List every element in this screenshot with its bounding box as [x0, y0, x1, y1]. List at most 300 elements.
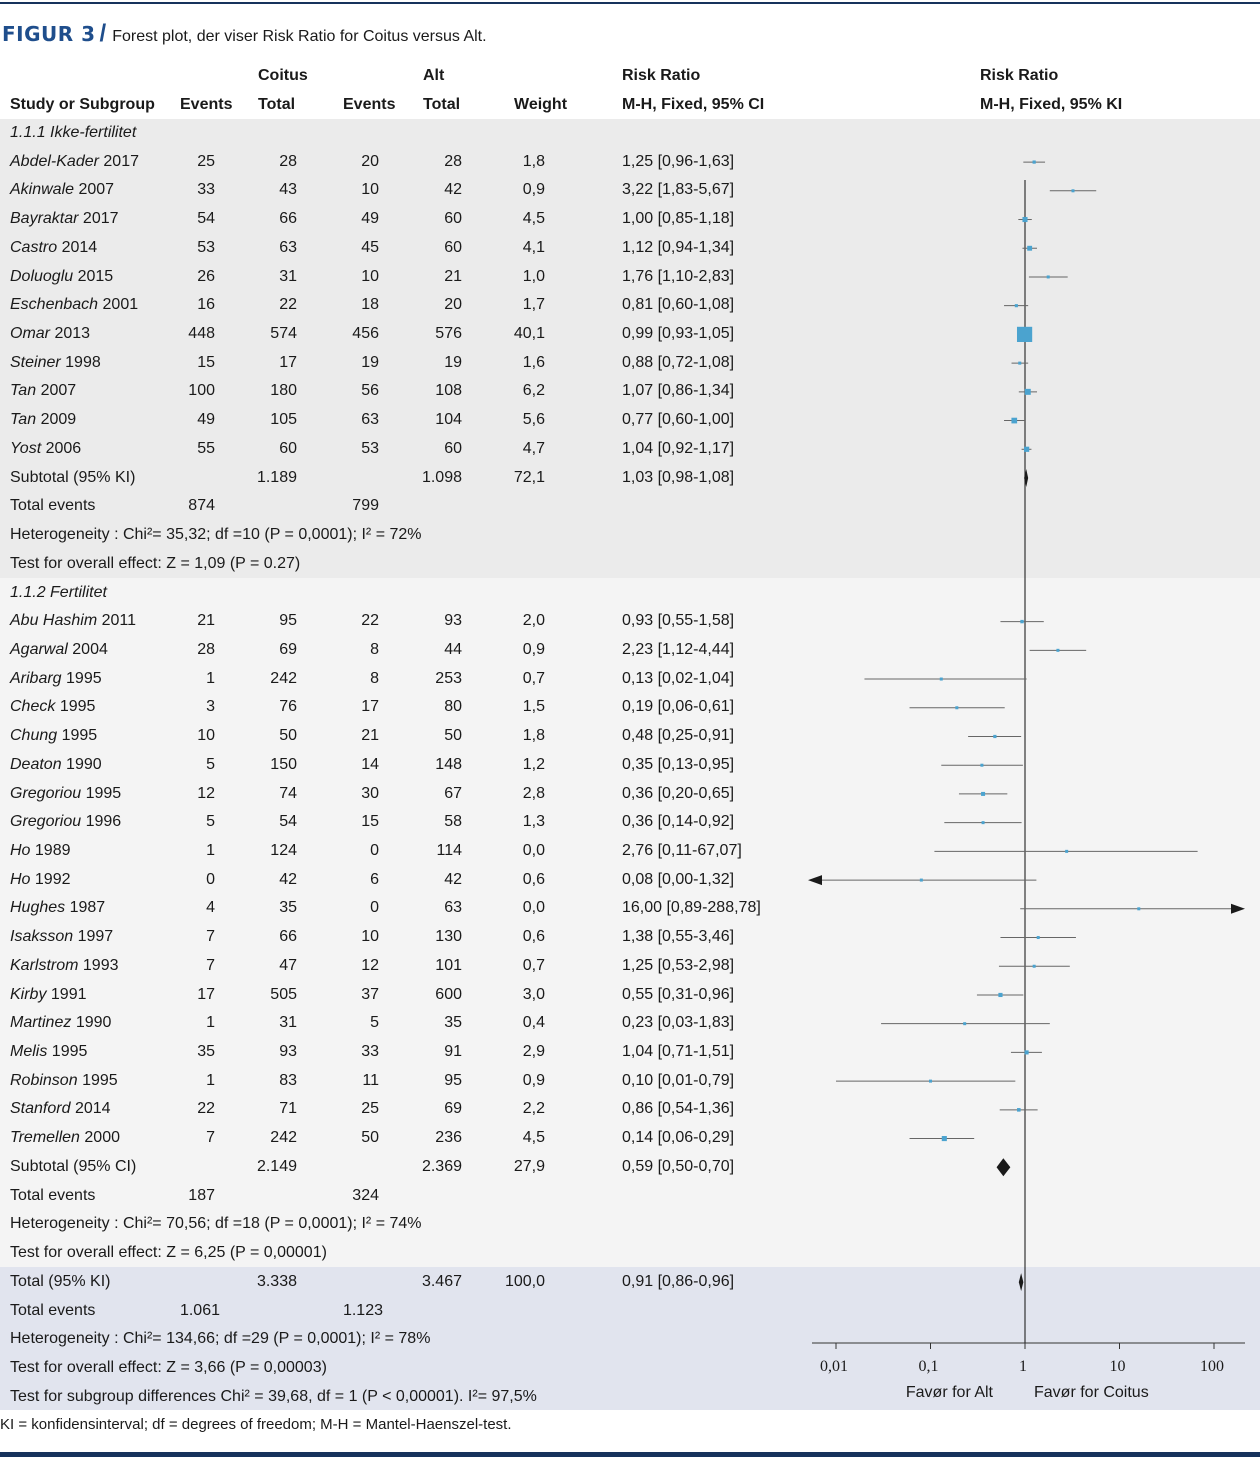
figure-caption: Forest plot, der viser Risk Ratio for Coitus versus Alt. [112, 28, 487, 45]
risk-ratio-ci-cell: 0,48 [0,25-0,91] [622, 727, 735, 745]
risk-ratio-ci-cell: 16,00 [0,89-288,78] [622, 899, 761, 917]
coitus-total-cell: 69 [279, 640, 297, 658]
study-author: Agarwal [10, 640, 68, 658]
table-row [0, 1009, 1260, 1038]
header-alt-group: Alt [423, 67, 445, 84]
coitus-events-cell: 35 [197, 1043, 215, 1061]
table-row [0, 722, 1260, 751]
risk-ratio-ci-cell: 0,10 [0,01-0,79] [622, 1071, 735, 1089]
coitus-events-cell: 448 [188, 325, 215, 343]
study-author: Tremellen [10, 1129, 80, 1147]
alt-total-cell: 69 [444, 1100, 462, 1118]
risk-ratio-ci-cell: 0,93 [0,55-1,58] [622, 612, 735, 630]
overall-total-events-label: Total events [10, 1301, 96, 1319]
coitus-events-cell: 15 [197, 353, 215, 371]
top-rule [0, 2, 1260, 4]
header-coitus-group: Coitus [258, 67, 308, 84]
alt-events-cell: 10 [361, 267, 379, 285]
study-author: Abdel-Kader [10, 152, 99, 170]
table-row [0, 981, 1260, 1010]
alt-total-cell: 28 [444, 152, 462, 170]
study-year: 1995 [61, 727, 98, 745]
alt-events-cell: 11 [362, 1071, 379, 1089]
risk-ratio-ci-cell: 2,76 [0,11-67,07] [622, 842, 742, 859]
alt-total-cell: 91 [444, 1043, 462, 1061]
study-author: Doluoglu [10, 267, 74, 285]
alt-total-cell: 60 [444, 439, 462, 457]
coitus-total-cell: 28 [279, 152, 297, 170]
table-row [0, 1124, 1260, 1153]
table-row [0, 894, 1260, 923]
alt-total-cell: 42 [444, 870, 462, 888]
alt-total-cell: 253 [435, 669, 462, 687]
alt-total-cell: 67 [444, 784, 462, 802]
study-year: 1996 [85, 813, 122, 831]
weight-cell: 0,7 [522, 956, 545, 974]
risk-ratio-ci-cell: 1,07 [0,86-1,34] [622, 382, 735, 400]
header-rr-method-left: M-H, Fixed, 95% CI [622, 96, 765, 113]
coitus-events-cell: 53 [197, 238, 215, 256]
alt-events-cell: 10 [361, 181, 379, 199]
total-events-row [0, 492, 1260, 521]
coitus-total-cell: 31 [279, 267, 297, 285]
study-author: Deaton [10, 755, 62, 773]
weight-cell: 6,2 [522, 382, 545, 400]
risk-ratio-ci-cell: 1,25 [0,96-1,63] [622, 152, 735, 170]
study-author: Castro [10, 238, 58, 256]
risk-ratio-ci-cell: 0,14 [0,06-0,29] [622, 1129, 735, 1147]
weight-cell: 4,5 [522, 210, 545, 228]
footnote: KI = konfidensinterval; df = degrees of freedom; M-H = Mantel-Haenszel-test. [0, 1416, 512, 1433]
risk-ratio-ci-cell: 1,04 [0,92-1,17] [622, 439, 735, 457]
alt-total-cell: 60 [444, 238, 462, 256]
coitus-total-cell: 83 [279, 1071, 297, 1089]
study-author: Stanford [10, 1100, 71, 1118]
study-year: 1995 [82, 1071, 118, 1089]
table-row [0, 263, 1260, 292]
coitus-events-cell: 12 [197, 784, 215, 802]
coitus-total-cell: 242 [270, 1129, 297, 1147]
x-tick-label: 0,1 [918, 1358, 939, 1375]
study-author: Chung [10, 727, 58, 745]
coitus-total-cell: 76 [279, 698, 297, 716]
study-year: 1993 [82, 956, 119, 974]
risk-ratio-ci-cell: 0,36 [0,20-0,65] [622, 784, 735, 802]
study-author: Omar [10, 325, 50, 343]
table-row [0, 693, 1260, 722]
coitus-events-cell: 7 [206, 928, 215, 946]
weight-cell: 0,9 [522, 640, 545, 658]
weight-cell: 1,8 [522, 727, 545, 745]
risk-ratio-ci-cell: 0,23 [0,03-1,83] [622, 1014, 735, 1032]
coitus-total-cell: 22 [279, 296, 297, 314]
coitus-total-cell: 74 [279, 784, 297, 802]
study-year: 1995 [51, 1043, 88, 1061]
subtotal-row [0, 464, 1260, 493]
table-row [0, 1038, 1260, 1067]
weight-cell: 5,6 [522, 411, 545, 429]
overall-total-events-alt: 1.123 [342, 1301, 383, 1319]
alt-events-cell: 15 [361, 813, 379, 831]
alt-total-cell: 80 [444, 698, 462, 716]
header-rr-group-left: Risk Ratio [622, 67, 701, 84]
alt-events-cell: 20 [361, 152, 379, 170]
x-tick-label: 1 [1019, 1358, 1027, 1375]
study-year: 2011 [101, 612, 137, 630]
weight-cell: 0,9 [522, 1071, 545, 1089]
coitus-events-cell: 0 [206, 870, 215, 888]
study-author: Tan [10, 382, 37, 400]
x-tick-label: 100 [1200, 1358, 1224, 1375]
alt-total-cell: 63 [444, 899, 462, 917]
overall-ci: 0,91 [0,86-0,96] [622, 1272, 735, 1290]
alt-events-cell: 5 [370, 1014, 379, 1032]
risk-ratio-ci-cell: 0,86 [0,54-1,36] [622, 1100, 735, 1118]
alt-events-cell: 6 [370, 870, 379, 888]
weight-cell: 1,7 [522, 296, 545, 314]
total-events-alt: 324 [352, 1186, 379, 1204]
alt-events-cell: 56 [361, 382, 379, 400]
bottom-rule [0, 1452, 1260, 1457]
weight-cell: 4,5 [522, 1129, 545, 1147]
study-author: Akinwale [10, 181, 75, 199]
coitus-events-cell: 5 [206, 813, 215, 831]
study-author: Karlstrom [10, 956, 79, 974]
study-author: Hughes [10, 899, 66, 917]
alt-events-cell: 30 [361, 784, 379, 802]
alt-events-cell: 19 [361, 353, 379, 371]
weight-cell: 1,3 [522, 813, 545, 831]
coitus-events-cell: 10 [197, 727, 215, 745]
risk-ratio-ci-cell: 0,99 [0,93-1,05] [622, 325, 735, 343]
subgroup-heading [0, 579, 1260, 608]
coitus-events-cell: 1 [206, 842, 215, 859]
weight-cell: 2,8 [522, 784, 545, 802]
coitus-events-cell: 21 [197, 612, 215, 630]
weight-cell: 4,1 [522, 238, 545, 256]
alt-total-cell: 44 [444, 640, 462, 658]
coitus-total-cell: 17 [279, 353, 297, 371]
study-author: Gregoriou [10, 813, 82, 831]
table-row [0, 435, 1260, 464]
weight-cell: 4,7 [522, 439, 545, 457]
total-events-label: Total events [10, 497, 96, 515]
study-author: Aribarg [10, 669, 62, 687]
table-row [0, 234, 1260, 263]
study-author: Robinson [10, 1071, 78, 1089]
coitus-total-cell: 50 [279, 727, 297, 745]
overall-heterogeneity-row [0, 1325, 1260, 1354]
alt-total-cell: 130 [435, 928, 462, 946]
alt-events-cell: 0 [370, 842, 379, 859]
overall-heterogeneity-text: Heterogeneity : Chi²= 134,66; df =29 (P = 0,0001); I² = 78% [10, 1330, 431, 1348]
header-weight: Weight [514, 96, 568, 113]
coitus-events-cell: 100 [188, 382, 215, 400]
study-year: 2013 [54, 325, 91, 343]
alt-events-cell: 10 [361, 928, 379, 946]
risk-ratio-ci-cell: 1,38 [0,55-3,46] [622, 928, 735, 946]
table-row [0, 406, 1260, 435]
coitus-total-cell: 105 [270, 411, 297, 429]
table-row [0, 377, 1260, 406]
alt-events-cell: 8 [370, 640, 379, 658]
study-author: Ho [10, 842, 31, 859]
coitus-events-cell: 55 [197, 439, 215, 457]
alt-total-cell: 101 [435, 956, 462, 974]
alt-events-cell: 45 [361, 238, 379, 256]
risk-ratio-ci-cell: 0,55 [0,31-0,96] [622, 985, 735, 1003]
weight-cell: 40,1 [513, 325, 545, 343]
alt-total-cell: 104 [435, 411, 462, 429]
subgroup-differences-text: Test for subgroup differences Chi² = 39,68, df = 1 (P < 0,00001). I²= 97,5% [10, 1387, 537, 1405]
alt-events-cell: 53 [361, 439, 379, 457]
subtotal-coitus-total: 2.149 [256, 1157, 297, 1175]
alt-events-cell: 0 [370, 899, 379, 917]
table-row [0, 349, 1260, 378]
risk-ratio-ci-cell: 0,88 [0,72-1,08] [622, 353, 735, 371]
alt-events-cell: 18 [361, 296, 379, 314]
coitus-total-cell: 63 [279, 238, 297, 256]
risk-ratio-ci-cell: 2,23 [1,12-4,44] [622, 640, 735, 658]
alt-total-cell: 60 [444, 210, 462, 228]
overall-effect-row [0, 1239, 1260, 1268]
study-year: 2017 [103, 152, 139, 170]
subtotal-label: Subtotal (95% CI) [10, 1157, 137, 1175]
alt-events-cell: 17 [361, 698, 379, 716]
figure-slash: / [99, 20, 107, 47]
overall-total-events-row [0, 1297, 1260, 1326]
study-year: 2007 [40, 382, 77, 400]
favours-right-label: Favør for Coitus [1034, 1384, 1149, 1401]
overall-total-row [0, 1268, 1260, 1297]
heterogeneity-text: Heterogeneity : Chi²= 70,56; df =18 (P = 0,0001); I² = 74% [10, 1215, 422, 1233]
header-coitus-events: Events [180, 96, 233, 113]
alt-events-cell: 8 [370, 669, 379, 687]
header-alt-events: Events [343, 96, 396, 113]
study-year: 2001 [102, 296, 139, 314]
alt-total-cell: 58 [444, 813, 462, 831]
table-row [0, 952, 1260, 981]
subgroup-name: 1.1.2 Fertilitet [10, 583, 107, 601]
table-row [0, 607, 1260, 636]
study-author: Melis [10, 1043, 48, 1061]
coitus-events-cell: 1 [206, 1071, 215, 1089]
coitus-events-cell: 33 [197, 181, 215, 199]
coitus-events-cell: 3 [206, 698, 215, 716]
table-row [0, 923, 1260, 952]
risk-ratio-ci-cell: 1,25 [0,53-2,98] [622, 956, 735, 974]
total-events-row [0, 1182, 1260, 1211]
weight-cell: 2,0 [522, 612, 545, 630]
alt-events-cell: 33 [361, 1043, 379, 1061]
overall-effect-total-text: Test for overall effect: Z = 3,66 (P = 0,00003) [10, 1358, 327, 1376]
coitus-total-cell: 60 [279, 439, 297, 457]
alt-total-cell: 50 [444, 727, 462, 745]
alt-total-cell: 108 [435, 382, 462, 400]
table-row [0, 1067, 1260, 1096]
alt-total-cell: 21 [444, 267, 462, 285]
figure-label: FIGUR 3 [2, 22, 96, 46]
alt-total-cell: 42 [444, 181, 462, 199]
risk-ratio-ci-cell: 0,13 [0,02-1,04] [622, 669, 735, 687]
table-row [0, 780, 1260, 809]
overall-effect-text: Test for overall effect: Z = 1,09 (P = 0.27) [10, 554, 301, 572]
table-row [0, 176, 1260, 205]
study-year: 2017 [82, 210, 119, 228]
study-author: Abu Hashim [10, 612, 98, 630]
overall-effect-text: Test for overall effect: Z = 6,25 (P = 0,00001) [10, 1244, 327, 1262]
study-author: Check [10, 698, 56, 716]
overall-effect-total-row [0, 1354, 1260, 1383]
figure-title [2, 20, 487, 48]
study-author: Bayraktar [10, 210, 79, 228]
alt-total-cell: 95 [444, 1071, 462, 1089]
subtotal-alt-total: 2.369 [421, 1157, 462, 1175]
study-year: 1995 [66, 669, 102, 687]
risk-ratio-ci-cell: 0,77 [0,60-1,00] [622, 411, 735, 429]
coitus-events-cell: 16 [197, 296, 215, 314]
weight-cell: 0,0 [522, 899, 545, 917]
subgroup-heading [0, 119, 1260, 148]
study-year: 2014 [74, 1100, 111, 1118]
table-row [0, 837, 1260, 866]
coitus-events-cell: 49 [197, 411, 215, 429]
weight-cell: 2,9 [522, 1043, 545, 1061]
header-study: Study or Subgroup [10, 96, 155, 113]
x-tick-label: 10 [1109, 1358, 1126, 1375]
subtotal-row [0, 1153, 1260, 1182]
alt-events-cell: 25 [361, 1100, 379, 1118]
coitus-total-cell: 66 [279, 210, 297, 228]
subgroup-differences-row [0, 1383, 1260, 1412]
coitus-total-cell: 42 [279, 870, 297, 888]
study-year: 1997 [77, 928, 114, 946]
coitus-events-cell: 28 [197, 640, 215, 658]
coitus-events-cell: 5 [206, 755, 215, 773]
total-events-alt: 799 [352, 497, 379, 515]
coitus-total-cell: 66 [279, 928, 297, 946]
risk-ratio-ci-cell: 0,35 [0,13-0,95] [622, 755, 735, 773]
table-row [0, 320, 1260, 349]
header-rr-group-right: Risk Ratio [980, 67, 1059, 84]
overall-alt-total: 3.467 [421, 1272, 462, 1290]
subtotal-coitus-total: 1.189 [256, 468, 297, 486]
risk-ratio-ci-cell: 1,00 [0,85-1,18] [622, 210, 735, 228]
coitus-events-cell: 17 [197, 985, 215, 1003]
study-year: 1991 [50, 985, 87, 1003]
subtotal-ci: 1,03 [0,98-1,08] [622, 468, 735, 486]
table-row [0, 205, 1260, 234]
coitus-total-cell: 93 [279, 1043, 297, 1061]
table-row [0, 751, 1260, 780]
table-row [0, 636, 1260, 665]
study-year: 1990 [66, 755, 102, 773]
coitus-total-cell: 242 [270, 669, 297, 687]
study-author: Yost [10, 439, 42, 457]
study-year: 1989 [34, 842, 71, 859]
weight-cell: 0,9 [522, 181, 545, 199]
study-year: 2004 [72, 640, 108, 658]
table-row [0, 808, 1260, 837]
coitus-total-cell: 180 [270, 382, 297, 400]
weight-cell: 1,8 [522, 152, 545, 170]
study-year: 1987 [69, 899, 106, 917]
alt-events-cell: 14 [361, 755, 379, 773]
coitus-events-cell: 7 [206, 1129, 215, 1147]
risk-ratio-ci-cell: 0,19 [0,06-0,61] [622, 698, 735, 716]
alt-total-cell: 576 [435, 325, 462, 343]
study-author: Gregoriou [10, 784, 82, 802]
weight-cell: 3,0 [522, 985, 545, 1003]
risk-ratio-ci-cell: 3,22 [1,83-5,67] [622, 181, 735, 199]
heterogeneity-row [0, 521, 1260, 550]
alt-events-cell: 12 [361, 956, 379, 974]
study-year: 1995 [85, 784, 122, 802]
subtotal-ci: 0,59 [0,50-0,70] [622, 1157, 735, 1175]
study-author: Steiner [10, 353, 61, 371]
study-author: Tan [10, 411, 37, 429]
alt-events-cell: 63 [361, 411, 379, 429]
coitus-total-cell: 54 [279, 813, 297, 831]
alt-total-cell: 600 [435, 985, 462, 1003]
overall-effect-row [0, 550, 1260, 579]
coitus-total-cell: 505 [270, 985, 297, 1003]
coitus-events-cell: 26 [197, 267, 215, 285]
coitus-total-cell: 31 [279, 1014, 297, 1032]
study-year: 2007 [78, 181, 115, 199]
table-row [0, 1095, 1260, 1124]
coitus-total-cell: 47 [279, 956, 297, 974]
total-events-coitus: 874 [188, 497, 215, 515]
heterogeneity-row [0, 1210, 1260, 1239]
study-author: Isaksson [10, 928, 74, 946]
risk-ratio-ci-cell: 1,04 [0,71-1,51] [622, 1043, 735, 1061]
coitus-events-cell: 54 [197, 210, 215, 228]
study-author: Kirby [10, 985, 47, 1003]
study-year: 2009 [40, 411, 77, 429]
alt-total-cell: 148 [435, 755, 462, 773]
study-year: 1998 [65, 353, 101, 371]
alt-events-cell: 456 [352, 325, 379, 343]
study-year: 1992 [34, 870, 71, 888]
coitus-total-cell: 150 [270, 755, 297, 773]
coitus-events-cell: 1 [206, 1014, 215, 1032]
alt-events-cell: 21 [361, 727, 379, 745]
weight-cell: 1,5 [522, 698, 545, 716]
coitus-events-cell: 1 [206, 669, 215, 687]
alt-total-cell: 19 [444, 353, 462, 371]
alt-total-cell: 20 [444, 296, 462, 314]
alt-events-cell: 22 [361, 612, 379, 630]
study-year: 2014 [61, 238, 98, 256]
heterogeneity-text: Heterogeneity : Chi²= 35,32; df =10 (P = 0,0001); I² = 72% [10, 526, 422, 544]
overall-weight: 100,0 [504, 1272, 545, 1290]
coitus-events-cell: 22 [197, 1100, 215, 1118]
overall-coitus-total: 3.338 [256, 1272, 297, 1290]
weight-cell: 0,4 [522, 1014, 545, 1032]
overall-total-events-coitus: 1.061 [179, 1301, 220, 1319]
alt-total-cell: 35 [444, 1014, 462, 1032]
weight-cell: 1,0 [522, 267, 545, 285]
coitus-total-cell: 574 [270, 325, 297, 343]
coitus-events-cell: 7 [206, 956, 215, 974]
risk-ratio-ci-cell: 0,08 [0,00-1,32] [622, 870, 735, 888]
subtotal-alt-total: 1.098 [421, 468, 462, 486]
header-coitus-total: Total [258, 96, 296, 113]
weight-cell: 0,7 [522, 669, 545, 687]
total-events-label: Total events [10, 1186, 96, 1204]
alt-events-cell: 50 [361, 1129, 379, 1147]
